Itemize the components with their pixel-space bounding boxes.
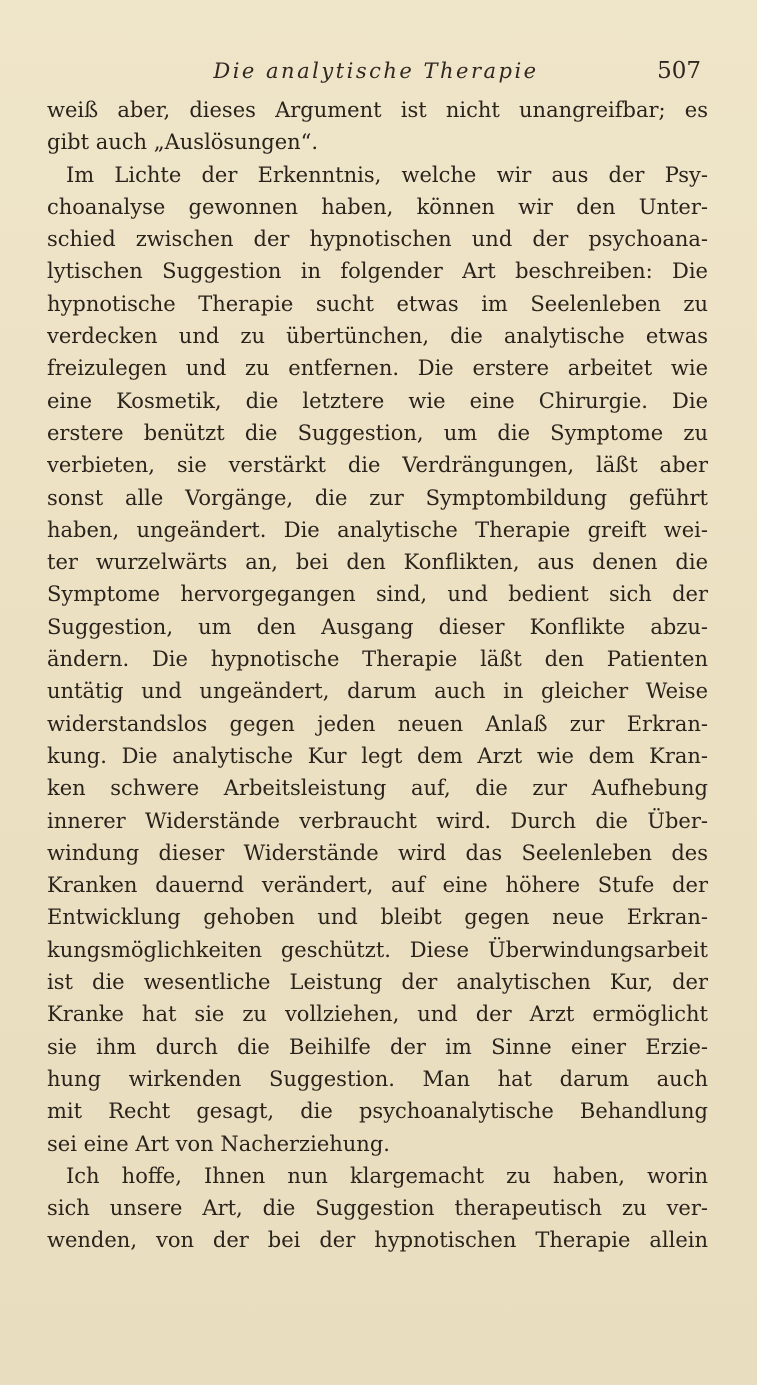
text-line: innerer Widerstände verbraucht wird. Durch die Über- [47, 808, 708, 833]
text-line: Symptome hervorgegangen sind, und bedient sich der [47, 582, 708, 607]
text-line: ter wurzelwärts an, bei den Konflikten, aus denen die [47, 550, 708, 575]
text-line: erstere benützt die Suggestion, um die Symptome zu [47, 420, 708, 445]
text-line: mit Recht gesagt, die psychoanalytische Behandlung [47, 1099, 708, 1124]
text-line: verdecken und zu übertünchen, die analytische etwas [47, 324, 708, 349]
text-line: eine Kosmetik, die letztere wie eine Chirurgie. Die [47, 388, 708, 413]
text-line: ken schwere Arbeitsleistung auf, die zur Aufhebung [47, 776, 708, 801]
text-line: ändern. Die hypnotische Therapie läßt den Patienten [47, 647, 708, 672]
text-line: sei eine Art von Nacherziehung. [47, 1131, 390, 1156]
text-line: kung. Die analytische Kur legt dem Arzt wie dem Kran- [47, 743, 708, 768]
text-line: Im Lichte der Erkenntnis, welche wir aus der Psy- [66, 162, 708, 187]
text-line: freizulegen und zu entfernen. Die erstere arbeitet wie [47, 356, 708, 381]
text-line: Ich hoffe, Ihnen nun klargemacht zu haben, worin [66, 1163, 708, 1188]
text-line: Kranken dauernd verändert, auf eine höhere Stufe der [47, 873, 708, 898]
text-line: verbieten, sie verstärkt die Verdrängungen, läßt aber [47, 453, 708, 478]
text-line: widerstandslos gegen jeden neuen Anlaß zur Erkran- [47, 711, 708, 736]
body-text [47, 94, 708, 1257]
text-line: sie ihm durch die Beihilfe der im Sinne einer Erzie- [47, 1034, 708, 1059]
text-line: choanalyse gewonnen haben, können wir den Unter- [47, 194, 708, 219]
text-line: lytischen Suggestion in folgender Art beschreiben: Die [47, 259, 708, 284]
text-line: haben, ungeändert. Die analytische Therapie greift wei- [47, 517, 708, 542]
text-line: hung wirkenden Suggestion. Man hat darum auch [47, 1066, 708, 1091]
running-title: Die analytische Therapie [213, 59, 539, 83]
text-line: hypnotische Therapie sucht etwas im Seelenleben zu [47, 291, 708, 316]
page-number: 507 [657, 58, 701, 84]
text-line: schied zwischen der hypnotischen und der psychoana- [47, 227, 708, 252]
text-line: ist die wesentliche Leistung der analytischen Kur, der [47, 970, 708, 995]
text-line: sonst alle Vorgänge, die zur Symptombildung geführt [47, 485, 708, 510]
text-line: windung dieser Widerstände wird das Seelenleben des [47, 840, 708, 865]
text-line: Suggestion, um den Ausgang dieser Konflikte abzu- [47, 614, 708, 639]
text-line: weiß aber, dieses Argument ist nicht unangreifbar; es [47, 98, 708, 122]
text-line: kungsmöglichkeiten geschützt. Diese Überwindungsarbeit [47, 937, 708, 962]
text-line: untätig und ungeändert, darum auch in gleicher Weise [47, 679, 708, 704]
text-line: wenden, von der bei der hypnotischen Therapie allein [47, 1228, 708, 1253]
text-line: gibt auch „Auslösungen“. [47, 130, 319, 155]
page-header [0, 54, 757, 88]
text-line: Kranke hat sie zu vollziehen, und der Arzt ermöglicht [47, 1002, 708, 1027]
text-line: sich unsere Art, die Suggestion therapeutisch zu ver- [47, 1196, 708, 1221]
text-line: Entwicklung gehoben und bleibt gegen neue Erkran- [47, 905, 708, 930]
